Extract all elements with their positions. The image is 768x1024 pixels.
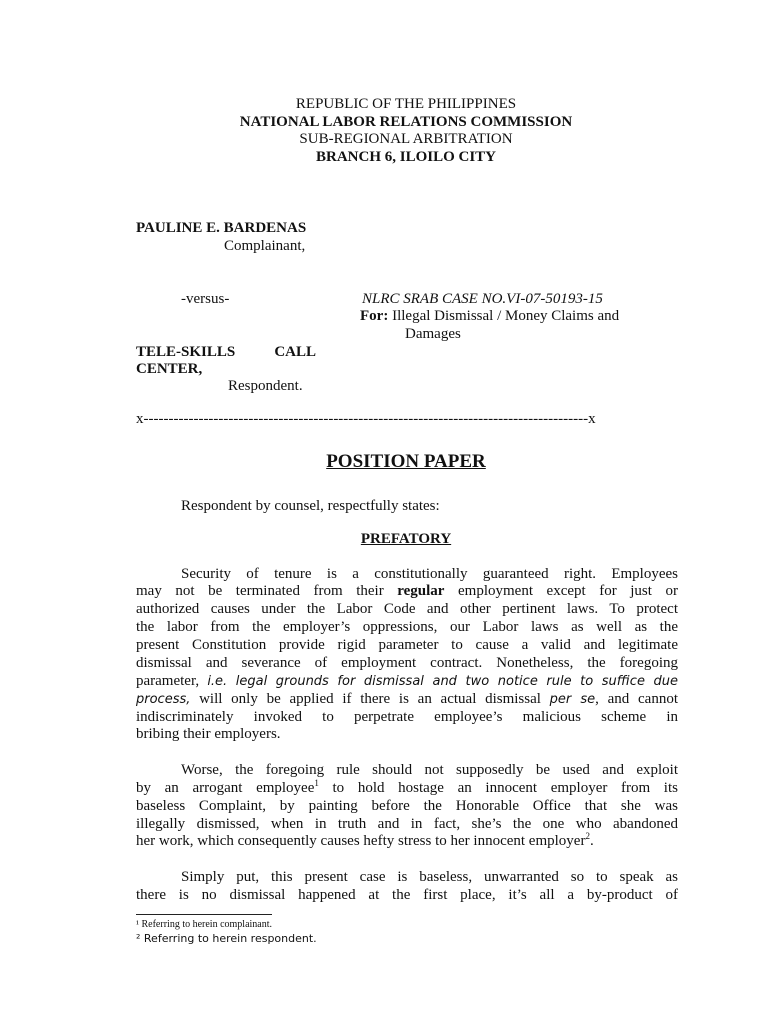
respondent-name-line2: CENTER, (136, 361, 203, 377)
p1-line: may not be terminated from their regular employment except for just or (136, 583, 678, 599)
section-heading-prefatory: PREFATORY (360, 531, 452, 547)
p1-line: process, will only be applied if there is an actual dismissal per se, and cannot (136, 691, 679, 707)
p1-line: authorized causes under the Labor Code and other pertinent laws. To protect (136, 601, 678, 617)
p1-line: indiscriminately invoked to perpetrate employee’s malicious scheme in (136, 709, 678, 725)
footnote-separator (136, 914, 272, 915)
p1-line: present Constitution provide rigid parameter to cause a valid and legitimate (136, 637, 678, 653)
footnote-2: ² Referring to herein respondent. (136, 932, 317, 945)
document-title: POSITION PAPER (326, 451, 486, 472)
p2-line: baseless Complaint, by painting before the Honorable Office that she was (136, 798, 678, 814)
p3-line: Simply put, this present case is baseless, unwarranted so to speak as (181, 869, 678, 885)
p3-line: there is no dismissal happened at the first place, it’s all a by-product of (136, 887, 678, 903)
case-number: NLRC SRAB CASE NO.VI-07-50193-15 (362, 291, 603, 307)
footnote-ref-2: 2 (585, 831, 590, 841)
p2-line: her work, which consequently causes hefty stress to her innocent employer$^2$. (136, 831, 594, 849)
versus-label: -versus- (181, 291, 230, 307)
p2-line: Worse, the foregoing rule should not supposedly be used and exploit (181, 762, 678, 778)
intro-line: Respondent by counsel, respectfully states: (181, 498, 440, 514)
case-for-line (360, 307, 619, 325)
footnote-1: ¹ Referring to herein complainant. (136, 919, 273, 930)
for-text-continued: Damages (405, 326, 461, 342)
respondent-role: Respondent. (228, 378, 303, 394)
complainant-name: PAULINE E. BARDENAS (136, 220, 307, 236)
header-nlrc: NATIONAL LABOR RELATIONS COMMISSION (239, 114, 573, 130)
p1-line: bribing their employers. (136, 726, 281, 742)
header-subregional: SUB-REGIONAL ARBITRATION (299, 131, 513, 147)
caption-separator: x-----------------------------------------------------------------------------------------x (136, 411, 596, 427)
for-text: Illegal Dismissal / Money Claims and (388, 308, 620, 324)
header-branch: BRANCH 6, ILOILO CITY (315, 149, 497, 165)
p1-line: parameter, i.e. legal grounds for dismissal and two notice rule to suffice due (136, 673, 679, 689)
header-republic: REPUBLIC OF THE PHILIPPINES (295, 96, 517, 112)
p2-line: by an arrogant employee$^1$ to hold hostage an innocent employer from its (136, 778, 678, 796)
complainant-role: Complainant, (224, 238, 306, 254)
p1-line: Security of tenure is a constitutionally guaranteed right. Employees (181, 566, 678, 582)
p1-line: the labor from the employer’s oppressions, our Labor laws as well as the (136, 619, 678, 635)
footnote-ref-1: 1 (314, 778, 319, 788)
p1-line: dismissal and severance of employment contract. Nonetheless, the foregoing (136, 655, 678, 671)
for-label: For: (360, 308, 389, 324)
respondent-name-line1: TELE-SKILLS CALL (136, 344, 316, 360)
p2-line: illegally dismissed, when in truth and in fact, she’s the one who abandoned (136, 816, 678, 832)
